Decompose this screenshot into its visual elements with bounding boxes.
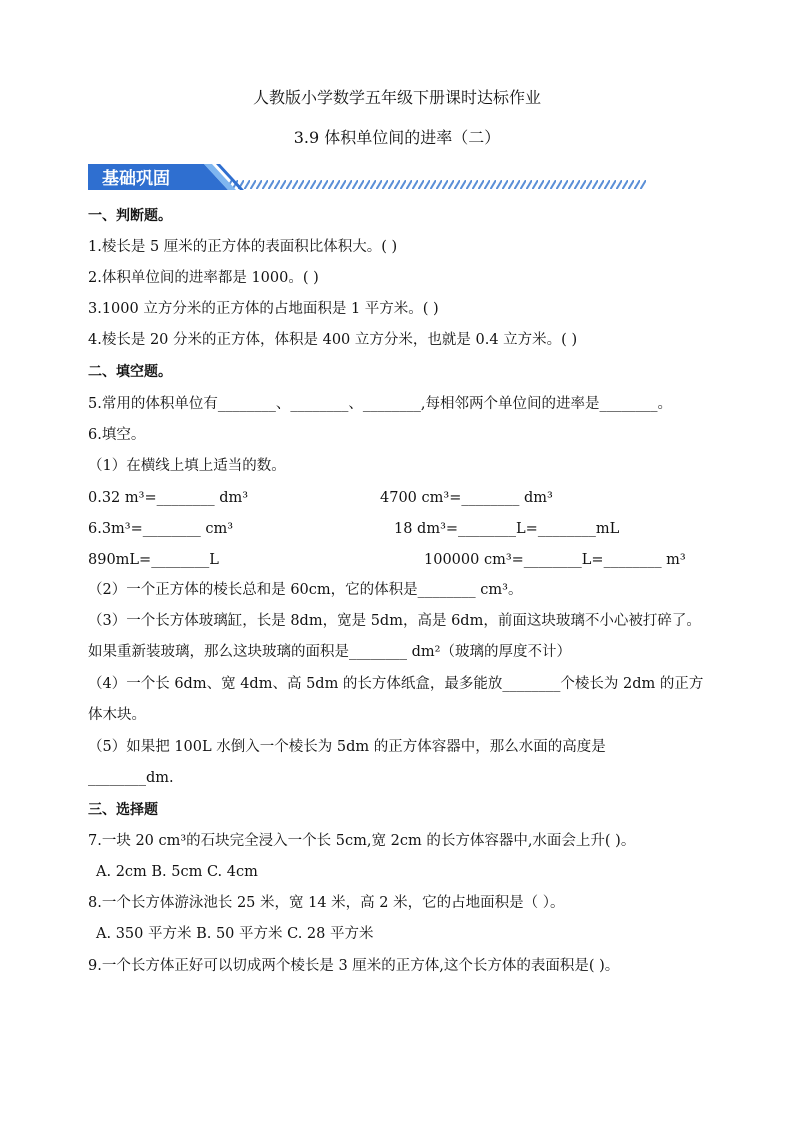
question-3: 3.1000 立方分米的正方体的占地面积是 1 平方米。( ) <box>88 301 439 317</box>
question-6: 6.填空。 <box>88 427 146 443</box>
banner-label: 基础巩固 <box>102 169 170 189</box>
conversion-3b: 100000 cm³=________L=________ m³ <box>424 552 686 568</box>
banner-graphic <box>88 160 648 192</box>
question-6-4-line1: （4）一个长 6dm、宽 4dm、高 5dm 的长方体纸盒，最多能放________个棱长为 2dm 的正方 <box>88 676 704 692</box>
question-6-5-line2: ________dm. <box>88 770 174 786</box>
question-6-1: （1）在横线上填上适当的数。 <box>88 458 286 474</box>
question-6-5-line1: （5）如果把 100L 水倒入一个棱长为 5dm 的正方体容器中，那么水面的高度是 <box>88 739 606 755</box>
section-banner <box>88 160 648 192</box>
question-6-3-line1: （3）一个长方体玻璃缸，长是 8dm，宽是 5dm，高是 6dm，前面这块玻璃不小心被打碎了。 <box>88 613 701 629</box>
question-9: 9.一个长方体正好可以切成两个棱长是 3 厘米的正方体,这个长方体的表面积是( )。 <box>88 958 620 974</box>
question-6-4-line2: 体木块。 <box>88 707 146 723</box>
conversion-3a: 890mL=________L <box>88 552 219 568</box>
section-judgement: 一、判断题。 <box>88 208 172 224</box>
section-fill-blank: 二、填空题。 <box>88 364 172 380</box>
lesson-subtitle: 3.9 体积单位间的进率（二） <box>293 128 501 147</box>
section-choice: 三、选择题 <box>88 802 158 818</box>
question-2: 2.体积单位间的进率都是 1000。( ) <box>88 270 319 286</box>
question-5: 5.常用的体积单位有________、________、________,每相邻两个单位间的进率是________。 <box>88 396 672 412</box>
question-8: 8.一个长方体游泳池长 25 米，宽 14 米，高 2 米，它的占地面积是（ ）。 <box>88 895 565 911</box>
conversion-2b: 18 dm³=________L=________mL <box>394 521 620 537</box>
question-7: 7.一块 20 cm³的石块完全浸入一个长 5cm,宽 2cm 的长方体容器中,水面会上升( )。 <box>88 833 636 849</box>
conversion-1a: 0.32 m³=________ dm³ <box>88 490 249 506</box>
worksheet-title: 人教版小学数学五年级下册课时达标作业 <box>252 88 541 107</box>
banner-stripe <box>228 180 646 189</box>
question-6-2: （2）一个正方体的棱长总和是 60cm，它的体积是________ cm³。 <box>88 582 523 598</box>
question-4: 4.棱长是 20 分米的正方体，体积是 400 立方分米，也就是 0.4 立方米。( ) <box>88 332 578 348</box>
question-6-3-line2: 如果重新装玻璃，那么这块玻璃的面积是________ dm²（玻璃的厚度不计） <box>88 644 571 660</box>
question-1: 1.棱长是 5 厘米的正方体的表面积比体积大。( ) <box>88 239 398 255</box>
question-7-options: A. 2cm B. 5cm C. 4cm <box>96 864 258 880</box>
conversion-2a: 6.3m³=________ cm³ <box>88 521 234 537</box>
question-8-options: A. 350 平方米 B. 50 平方米 C. 28 平方米 <box>96 926 374 942</box>
conversion-1b: 4700 cm³=________ dm³ <box>380 490 553 506</box>
